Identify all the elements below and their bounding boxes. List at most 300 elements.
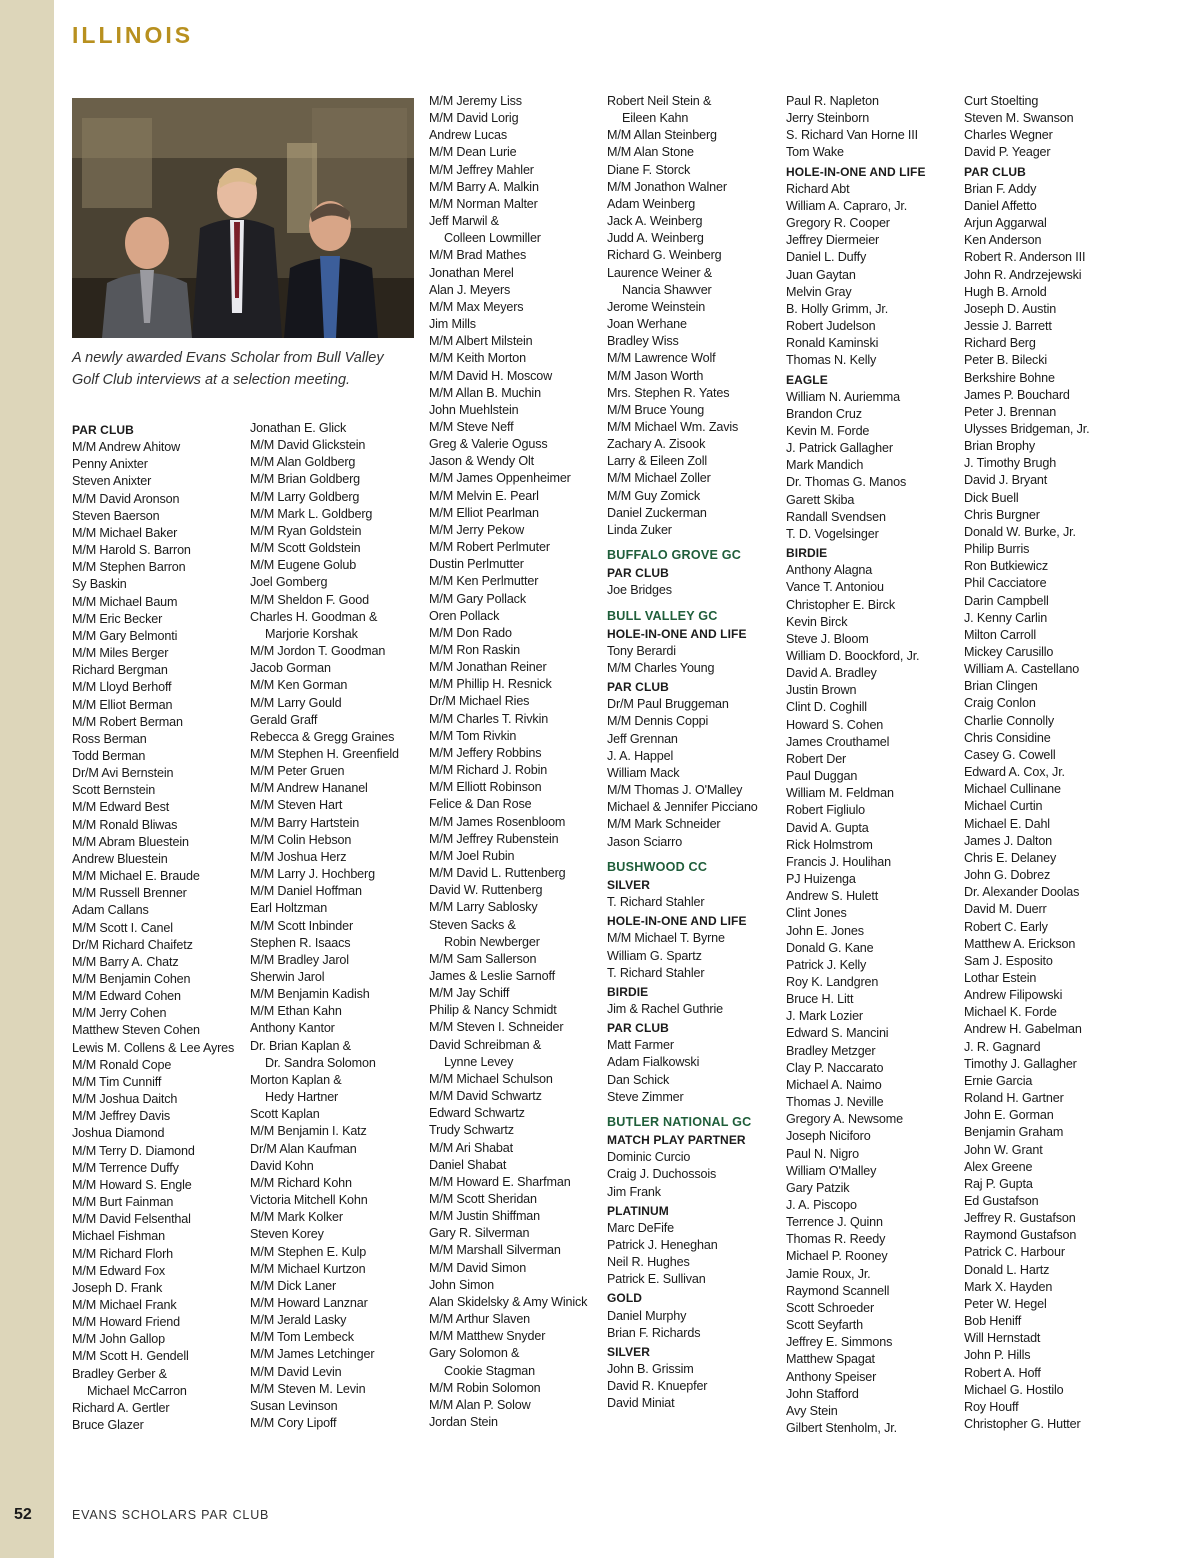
donor-name: David P. Yeager <box>964 145 1051 160</box>
donor-name: M/M Robin Solomon <box>429 1380 541 1395</box>
donor-name: Chris Burgner <box>964 507 1040 522</box>
donor-name: Dustin Perlmutter <box>429 557 524 572</box>
donor-name: David Kohn <box>250 1158 314 1173</box>
donor-name: Alex Greene <box>964 1159 1033 1174</box>
donor-name: Robert Neil Stein & <box>607 94 712 108</box>
donor-name: M/M Colin Hebson <box>250 832 352 847</box>
donor-name: Jeffrey E. Simmons <box>786 1335 893 1350</box>
donor-name: Paul N. Nigro <box>786 1146 859 1161</box>
donor-name: Gregory A. Newsome <box>786 1112 903 1127</box>
donor-name: M/M Allan Steinberg <box>607 128 717 143</box>
donor-name: Donald L. Hartz <box>964 1262 1050 1277</box>
donor-name: Raymond Scannell <box>786 1283 890 1298</box>
donor-name: Gary R. Silverman <box>429 1226 530 1241</box>
donor-name: M/M Dean Lurie <box>429 145 517 160</box>
donor-name: M/M Elliott Robinson <box>429 780 542 795</box>
donor-name: M/M Richard Kohn <box>250 1175 352 1190</box>
donor-name: Patrick J. Kelly <box>786 957 867 972</box>
donor-name: Melvin Gray <box>786 284 852 299</box>
donor-name: M/M Ryan Goldstein <box>250 523 362 538</box>
donor-name: M/M Lawrence Wolf <box>607 351 716 366</box>
donor-name: Ernie Garcia <box>964 1073 1033 1088</box>
donor-name: Avy Stein <box>786 1403 838 1418</box>
donor-name: Peter J. Brennan <box>964 404 1057 419</box>
donor-name: M/M Peter Gruen <box>250 764 345 779</box>
level-heading: PAR CLUB <box>964 164 1026 179</box>
donor-name: J. A. Happel <box>607 748 674 763</box>
donor-name: Todd Berman <box>72 748 146 763</box>
donor-name: Terrence J. Quinn <box>786 1215 883 1230</box>
donor-name: Jason & Wendy Olt <box>429 454 535 469</box>
donor-name: M/M Stephen E. Kulp <box>250 1244 367 1259</box>
donor-name: Earl Holtzman <box>250 901 328 916</box>
donor-name: Francis J. Houlihan <box>786 854 891 869</box>
donor-name: Jonathan Merel <box>429 265 514 280</box>
donor-name: Charles H. Goodman & <box>250 609 378 624</box>
donor-name: Michael Cullinane <box>964 782 1061 797</box>
donor-name: M/M Gary Pollack <box>429 591 526 606</box>
donor-name: Daniel L. Duffy <box>786 250 867 265</box>
donor-name: William M. Feldman <box>786 786 894 801</box>
donor-name: M/M Mark Kolker <box>250 1210 343 1225</box>
donor-name: David R. Knuepfer <box>607 1379 708 1394</box>
donor-name: Daniel Zuckerman <box>607 505 707 520</box>
level-heading: SILVER <box>607 877 651 892</box>
donor-name: Thomas J. Neville <box>786 1095 884 1110</box>
donor-name: M/M David Lorig <box>429 111 519 126</box>
donor-name: Juan Gaytan <box>786 267 856 282</box>
donor-name: Richard G. Weinberg <box>607 248 722 263</box>
donor-name: M/M Scott Inbinder <box>250 918 353 933</box>
donor-name: M/M Robert Perlmuter <box>429 540 550 555</box>
donor-name: M/M Jeffrey Mahler <box>429 162 534 177</box>
donor-name: Will Hernstadt <box>964 1331 1041 1346</box>
donor-name: William G. Spartz <box>607 948 702 963</box>
donor-name: Richard A. Gertler <box>72 1400 170 1415</box>
donor-name: William N. Auriemma <box>786 389 901 404</box>
donor-name: PJ Huizenga <box>786 872 856 887</box>
donor-name: Zachary A. Zisook <box>607 437 706 452</box>
donor-name: Arjun Aggarwal <box>964 216 1047 231</box>
donor-name: John B. Grissim <box>607 1362 694 1377</box>
donor-name: Craig Conlon <box>964 696 1036 711</box>
donor-name: M/M Abram Bluestein <box>72 834 189 849</box>
donor-name: Oren Pollack <box>429 608 500 623</box>
donor-name: Matthew Spagat <box>786 1352 875 1367</box>
level-heading: GOLD <box>607 1291 643 1306</box>
donor-name: Brian Clingen <box>964 679 1038 694</box>
donor-name: M/M Benjamin Kadish <box>250 987 370 1002</box>
donor-name: Milton Carroll <box>964 627 1037 642</box>
donor-name: M/M Michael Baker <box>72 525 178 540</box>
donor-name: Steve Zimmer <box>607 1089 684 1104</box>
donor-name: Trudy Schwartz <box>429 1123 514 1138</box>
donor-name: Jeffrey Diermeier <box>786 233 880 248</box>
donor-name: M/M James Oppenheimer <box>429 471 571 486</box>
donor-name: Gerald Graff <box>250 712 318 727</box>
donor-name: Philip & Nancy Schmidt <box>429 1003 557 1018</box>
donor-name: Gilbert Stenholm, Jr. <box>786 1421 897 1436</box>
donor-name: M/M Daniel Hoffman <box>250 884 362 899</box>
donor-name: David A. Bradley <box>786 666 877 681</box>
donor-name: Dr. Brian Kaplan & <box>250 1038 351 1053</box>
donor-name: Dr/M Alan Kaufman <box>250 1141 357 1156</box>
donor-name: Vance T. Antoniou <box>786 580 884 595</box>
donor-name: M/M Russell Brenner <box>72 886 187 901</box>
donor-name: Felice & Dan Rose <box>429 797 532 812</box>
donor-name: M/M James Rosenbloom <box>429 814 566 829</box>
donor-name: S. Richard Van Horne III <box>786 128 918 143</box>
donor-name: M/M Michael Zoller <box>607 471 711 486</box>
donor-name: M/M Richard J. Robin <box>429 763 548 778</box>
donor-name: Patrick C. Harbour <box>964 1245 1065 1260</box>
donor-name: William O'Malley <box>786 1163 877 1178</box>
donor-name: Susan Levinson <box>250 1398 338 1413</box>
donor-name: M/M Michael E. Braude <box>72 869 200 884</box>
donor-name: Bruce H. Litt <box>786 992 854 1007</box>
donor-name: M/M Steven M. Levin <box>250 1381 366 1396</box>
donor-name: Joseph Niciforo <box>786 1129 871 1144</box>
donor-name: Mrs. Stephen R. Yates <box>607 385 730 400</box>
donor-name: M/M Steven Hart <box>250 798 343 813</box>
donor-name: Matthew A. Erickson <box>964 936 1076 951</box>
donor-name: Dr/M Richard Chaifetz <box>72 937 193 952</box>
page-number: 52 <box>14 1506 32 1523</box>
donor-name: Edward S. Mancini <box>786 1026 889 1041</box>
donor-name: M/M Edward Cohen <box>72 989 181 1004</box>
club-heading: BUTLER NATIONAL GC <box>607 1114 752 1129</box>
donor-name: M/M Miles Berger <box>72 646 169 661</box>
donor-name: Brian Brophy <box>964 439 1036 454</box>
club-heading: BUSHWOOD CC <box>607 859 708 874</box>
donor-name: John Simon <box>429 1277 495 1292</box>
donor-name: M/M Brian Goldberg <box>250 472 360 487</box>
level-heading: PLATINUM <box>607 1203 669 1218</box>
donor-name: Stephen R. Isaacs <box>250 935 351 950</box>
donor-name: Dr. Alexander Doolas <box>964 885 1080 900</box>
donor-name: M/M Jordon T. Goodman <box>250 644 386 659</box>
donor-name: M/M David Schwartz <box>429 1089 542 1104</box>
donor-name: Dr/M Michael Ries <box>429 694 530 709</box>
donor-name-continued: Nancia Shawver <box>622 282 712 297</box>
donor-name: Michael E. Dahl <box>964 816 1050 831</box>
club-heading: BUFFALO GROVE GC <box>607 548 742 563</box>
donor-name: M/M Alan Stone <box>607 145 694 160</box>
donor-name: Howard S. Cohen <box>786 717 884 732</box>
donor-name: M/M Edward Best <box>72 800 170 815</box>
donor-name: M/M Marshall Silverman <box>429 1243 561 1258</box>
donor-name: Andrew Bluestein <box>72 851 168 866</box>
donor-name: M/M Elliot Berman <box>72 697 173 712</box>
donor-name: Robert Figliulo <box>786 803 865 818</box>
donor-name: Brandon Cruz <box>786 406 862 421</box>
donor-name-continued: Robin Newberger <box>444 934 540 949</box>
donor-name: M/M Albert Milstein <box>429 334 533 349</box>
donor-name: Jonathan E. Glick <box>250 421 347 435</box>
donor-name: Steve J. Bloom <box>786 631 869 646</box>
donor-name: Jason Sciarro <box>607 834 683 849</box>
donor-name: Michael A. Naimo <box>786 1077 882 1092</box>
donor-name: Michael Curtin <box>964 799 1043 814</box>
donor-name: M/M Larry Goldberg <box>250 489 360 504</box>
donor-name: Thomas N. Kelly <box>786 353 877 368</box>
donor-name: James & Leslie Sarnoff <box>429 968 555 983</box>
level-heading: BIRDIE <box>786 546 828 561</box>
donor-name: Bradley Metzger <box>786 1043 876 1058</box>
donor-name: Rick Holmstrom <box>786 837 873 852</box>
donor-name: Adam Fialkowski <box>607 1055 700 1070</box>
donor-name: Raj P. Gupta <box>964 1176 1033 1191</box>
donor-name: M/M Steve Neff <box>429 419 514 434</box>
donor-name: Richard Bergman <box>72 663 168 678</box>
donor-name: Tom Wake <box>786 145 844 160</box>
donor-name: M/M Eugene Golub <box>250 558 357 573</box>
donor-name: Dr/M Avi Bernstein <box>72 766 174 781</box>
donor-name: Christopher G. Hutter <box>964 1417 1081 1432</box>
donor-name: Alan J. Meyers <box>429 282 511 297</box>
donor-name: Lewis M. Collens & Lee Ayres <box>72 1040 235 1055</box>
donor-name: Brian F. Richards <box>607 1325 701 1340</box>
donor-name: Rebecca & Gregg Graines <box>250 729 395 744</box>
donor-name: Steven M. Swanson <box>964 111 1074 126</box>
donor-name: M/M Stephen Barron <box>72 560 186 575</box>
donor-name: M/M Ari Shabat <box>429 1140 513 1155</box>
donor-name: Tony Berardi <box>607 643 676 658</box>
donor-name: M/M Michael Frank <box>72 1297 177 1312</box>
donor-name: M/M Jay Schiff <box>429 986 510 1001</box>
donor-name: B. Holly Grimm, Jr. <box>786 301 889 316</box>
donor-name: Jim & Rachel Guthrie <box>607 1001 723 1016</box>
donor-name: M/M Barry A. Chatz <box>72 954 179 969</box>
donor-name: M/M Jerry Cohen <box>72 1006 167 1021</box>
donor-name: M/M Scott H. Gendell <box>72 1349 189 1364</box>
donor-name: M/M Ken Perlmutter <box>429 574 539 589</box>
donor-name: Bradley Wiss <box>607 334 679 349</box>
donor-name: David M. Duerr <box>964 902 1047 917</box>
donor-name: Edward Schwartz <box>429 1106 525 1121</box>
donor-name: M/M Ronald Bliwas <box>72 817 178 832</box>
donor-name: Jerome Weinstein <box>607 299 706 314</box>
scholar-photo <box>72 98 414 338</box>
donor-name: M/M Harold S. Barron <box>72 543 191 558</box>
donor-name: Dominic Curcio <box>607 1150 691 1165</box>
donor-name-continued: Hedy Hartner <box>265 1090 339 1105</box>
donor-name: John Stafford <box>786 1386 859 1401</box>
donor-name: Diane F. Storck <box>607 162 691 177</box>
level-heading: HOLE-IN-ONE AND LIFE <box>607 626 747 641</box>
donor-name: J. R. Gagnard <box>964 1039 1041 1054</box>
donor-name: Chris Considine <box>964 730 1051 745</box>
donor-name: M/M Larry Gould <box>250 695 342 710</box>
donor-name: Morton Kaplan & <box>250 1072 342 1087</box>
donor-name: David W. Ruttenberg <box>429 883 543 898</box>
donor-name: M/M Charles Young <box>607 661 715 675</box>
donor-name: Joshua Diamond <box>72 1126 165 1141</box>
state-title: ILLINOIS <box>72 22 194 48</box>
donor-name: Philip Burris <box>964 542 1030 557</box>
donor-name-continued: Colleen Lowmiller <box>444 231 541 246</box>
donor-name: Kevin Birck <box>786 614 848 629</box>
donor-name: M/M Howard Friend <box>72 1315 181 1330</box>
donor-name: Jim Frank <box>607 1184 661 1199</box>
donor-name: Jacob Gorman <box>250 661 331 676</box>
donor-name: John E. Gorman <box>964 1108 1054 1123</box>
donor-name: Peter W. Hegel <box>964 1296 1047 1311</box>
donor-name: Steven Baerson <box>72 508 160 523</box>
donor-name: Benjamin Graham <box>964 1125 1064 1140</box>
donor-name: Timothy J. Gallagher <box>964 1056 1077 1071</box>
donor-name: M/M David Simon <box>429 1260 527 1275</box>
donor-name: M/M Terrence Duffy <box>72 1160 179 1175</box>
donor-name: Dick Buell <box>964 490 1019 505</box>
donor-name: John P. Hills <box>964 1348 1031 1363</box>
donor-name: Roland H. Gartner <box>964 1091 1064 1106</box>
donor-name: M/M Jerry Pekow <box>429 522 525 537</box>
donor-name: Patrick J. Heneghan <box>607 1238 718 1252</box>
donor-name: Matt Farmer <box>607 1038 674 1053</box>
donor-name: Ross Berman <box>72 731 147 746</box>
donor-name: M/M Alan P. Solow <box>429 1397 531 1412</box>
donor-name: Sy Baskin <box>72 577 127 592</box>
donor-name-continued: Lynne Levey <box>444 1054 514 1069</box>
level-heading: PAR CLUB <box>72 423 134 437</box>
donor-name: M/M Norman Malter <box>429 196 538 211</box>
donor-name: J. A. Piscopo <box>786 1198 857 1212</box>
donor-name: Donald G. Kane <box>786 940 874 955</box>
donor-name: Roy K. Landgren <box>786 974 879 989</box>
donor-name: M/M Howard E. Sharfman <box>429 1174 571 1189</box>
donor-name: Edward A. Cox, Jr. <box>964 765 1065 780</box>
donor-name: Clint Jones <box>786 906 847 921</box>
donor-name: Raymond Gustafson <box>964 1228 1077 1243</box>
donor-name: Joseph D. Frank <box>72 1280 163 1295</box>
donor-name: M/M Barry A. Malkin <box>429 179 539 194</box>
donor-column-6 <box>964 93 1136 1433</box>
donor-name: Daniel Shabat <box>429 1157 507 1172</box>
donor-name: Mickey Carusillo <box>964 645 1054 659</box>
donor-name: M/M Allan B. Muchin <box>429 385 541 400</box>
donor-name: Ken Anderson <box>964 233 1042 248</box>
donor-name: Scott Schroeder <box>786 1300 875 1315</box>
donor-name: Jamie Roux, Jr. <box>786 1266 871 1281</box>
donor-name: Dan Schick <box>607 1072 670 1087</box>
donor-name: Greg & Valerie Oguss <box>429 437 548 452</box>
level-heading: PAR CLUB <box>607 566 669 581</box>
donor-name: M/M Tim Cunniff <box>72 1074 162 1089</box>
donor-name: M/M Burt Fainman <box>72 1195 174 1210</box>
donor-name: M/M David Levin <box>250 1364 342 1379</box>
donor-name: Robert Der <box>786 751 847 766</box>
donor-name-continued: Eileen Kahn <box>622 111 689 126</box>
donor-name: John G. Dobrez <box>964 868 1051 883</box>
donor-name: David A. Gupta <box>786 820 869 835</box>
level-heading: SILVER <box>607 1344 651 1359</box>
donor-name: Adam Callans <box>72 903 149 918</box>
donor-name: Ron Butkiewicz <box>964 559 1048 574</box>
donor-name: James Crouthamel <box>786 734 890 749</box>
donor-name: Berkshire Bohne <box>964 370 1055 385</box>
donor-name-continued: Marjorie Korshak <box>265 626 358 641</box>
donor-name: Sam J. Esposito <box>964 953 1053 968</box>
donor-name: M/M Mark Schneider <box>607 817 721 832</box>
donor-name: Brian F. Addy <box>964 181 1037 196</box>
donor-name: Michael G. Hostilo <box>964 1382 1064 1397</box>
donor-name: M/M David Glickstein <box>250 438 366 453</box>
donor-name: M/M Robert Berman <box>72 714 183 729</box>
level-heading: HOLE-IN-ONE AND LIFE <box>786 164 926 179</box>
donor-name: Roy Houff <box>964 1399 1019 1414</box>
donor-name: James P. Bouchard <box>964 387 1070 402</box>
donor-name: M/M Scott I. Canel <box>72 920 173 935</box>
donor-name: M/M Jonathon Walner <box>607 179 727 194</box>
donor-name: Alan Skidelsky & Amy Winick <box>429 1294 588 1309</box>
donor-name: Joel Gomberg <box>250 575 328 590</box>
donor-name: Richard Berg <box>964 336 1036 351</box>
donor-name: M/M Alan Goldberg <box>250 455 356 470</box>
donor-name: Patrick E. Sullivan <box>607 1272 706 1287</box>
donor-name: M/M Joshua Herz <box>250 849 347 864</box>
donor-name: Hugh B. Arnold <box>964 284 1047 299</box>
donor-name: M/M Justin Shiffman <box>429 1209 540 1224</box>
donor-name: M/M Jeffrey Rubenstein <box>429 831 559 846</box>
donor-name: Sherwin Jarol <box>250 970 325 984</box>
donor-name: Matthew Steven Cohen <box>72 1023 200 1038</box>
donor-name: M/M Steven I. Schneider <box>429 1020 564 1035</box>
donor-column-2 <box>250 420 422 1432</box>
donor-name: Casey G. Cowell <box>964 747 1056 762</box>
donor-name: Daniel Murphy <box>607 1308 687 1323</box>
donor-name: M/M Ronald Cope <box>72 1057 172 1072</box>
donor-name: M/M Howard Lanznar <box>250 1295 368 1310</box>
donor-name: Linda Zuker <box>607 522 672 537</box>
donor-name: M/M Larry Sablosky <box>429 900 538 915</box>
donor-name: Larry & Eileen Zoll <box>607 454 708 469</box>
donor-name: M/M John Gallop <box>72 1332 165 1347</box>
donor-name: Jordan Stein <box>429 1415 498 1430</box>
donor-name: M/M Dennis Coppi <box>607 714 709 729</box>
donor-name: T. Richard Stahler <box>607 965 705 980</box>
donor-name: M/M Keith Morton <box>429 351 526 366</box>
donor-name: M/M Thomas J. O'Malley <box>607 783 743 798</box>
donor-name-continued: Dr. Sandra Solomon <box>265 1055 376 1070</box>
level-heading: PAR CLUB <box>607 680 669 695</box>
donor-name: Michael & Jennifer Picciano <box>607 800 758 815</box>
donor-name: Ulysses Bridgeman, Jr. <box>964 421 1090 436</box>
donor-name: M/M Michael Baum <box>72 594 178 609</box>
donor-name: M/M Don Rado <box>429 625 512 640</box>
donor-name: Thomas R. Reedy <box>786 1232 886 1247</box>
donor-name: M/M Michael Wm. Zavis <box>607 419 739 434</box>
donor-name: Victoria Mitchell Kohn <box>250 1193 368 1208</box>
donor-name: Randall Svendsen <box>786 509 886 524</box>
donor-name: M/M Tom Lembeck <box>250 1330 354 1345</box>
donor-name: M/M Eric Becker <box>72 611 163 626</box>
donor-name: M/M Tom Rivkin <box>429 728 517 743</box>
donor-name: Richard Abt <box>786 181 850 196</box>
page-side-bar <box>0 0 54 1558</box>
donor-name: Ronald Kaminski <box>786 336 879 351</box>
donor-name: M/M Benjamin Cohen <box>72 972 191 986</box>
donor-name: Chris E. Delaney <box>964 850 1057 865</box>
donor-name: Peter B. Bilecki <box>964 353 1047 368</box>
donor-name: M/M Max Meyers <box>429 299 524 314</box>
donor-name: M/M Barry Hartstein <box>250 815 360 830</box>
donor-name: T. Richard Stahler <box>607 895 705 910</box>
donor-name: M/M Brad Mathes <box>429 248 527 263</box>
donor-name: Bob Heniff <box>964 1314 1022 1329</box>
donor-name: M/M Elliot Pearlman <box>429 505 539 520</box>
donor-name: Justin Brown <box>786 683 857 698</box>
